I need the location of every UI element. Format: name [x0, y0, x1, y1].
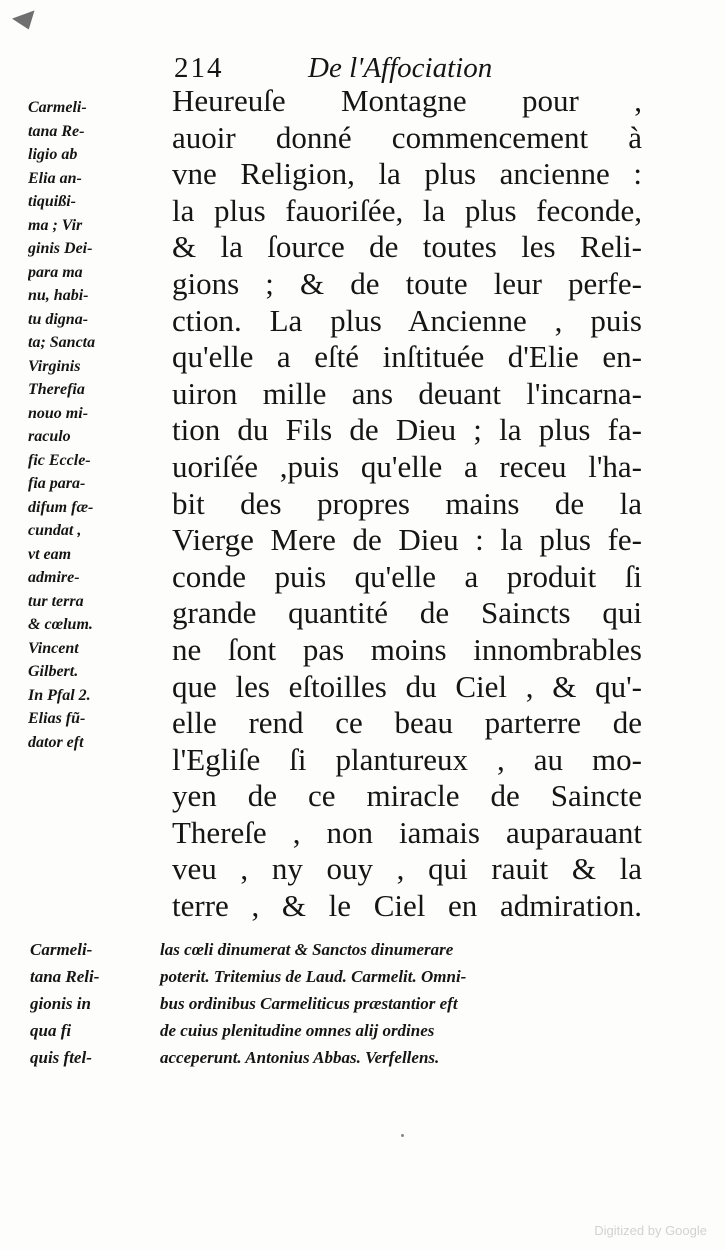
- footnote-text: acceperunt. Antonius Abbas. Verfellens.: [160, 1048, 440, 1067]
- margin-note-line: & cœlum.: [28, 616, 93, 633]
- margin-note-line: fia para-: [28, 475, 86, 492]
- margin-note-line: tiquißi-: [28, 193, 77, 210]
- body-text-line: que les eſtoilles du Ciel , & qu'-: [172, 668, 642, 704]
- margin-note-line: raculo: [28, 428, 71, 445]
- body-text-line: qu'elle a eſté inſtituée d'Elie en-: [172, 339, 642, 375]
- margin-note-line: nu, habi-: [28, 287, 89, 304]
- margin-note-line: fic Eccle-: [28, 451, 91, 469]
- body-text-line: ction. La plus Ancienne , puis: [172, 302, 642, 338]
- body-text-line: veu , ny ouy , qui rauit & la: [172, 851, 642, 887]
- footnote-margin-text: quis ftel-: [30, 1048, 92, 1067]
- margin-note-line: tana Re-: [28, 122, 85, 140]
- body-text-line: auoir donné commencement à: [172, 119, 642, 155]
- body-text-line: l'Egliſe ſi plantureux , au mo-: [172, 741, 642, 777]
- footnote-line: [30, 1044, 645, 1071]
- body-text-line: Thereſe , non iamais auparauant: [172, 814, 642, 850]
- margin-note-line: ligio ab: [28, 146, 78, 163]
- footnote-line: [30, 1017, 645, 1044]
- margin-note-line: Virginis: [28, 357, 81, 375]
- ink-speck: [401, 1134, 404, 1137]
- body-text-line: elle rend ce beau parterre de: [172, 705, 642, 741]
- body-text-line: la plus fauoriſée, la plus feconde,: [172, 192, 642, 228]
- body-text-line: uoriſée ,puis qu'elle a receu l'ha-: [172, 448, 642, 484]
- margin-note-line: vt eam: [28, 545, 72, 563]
- body-text-line: & la ſource de toutes les Reli-: [172, 229, 642, 265]
- margin-notes: [28, 96, 168, 754]
- margin-note-line: cundat ,: [28, 522, 82, 539]
- footnote-line: [30, 990, 645, 1017]
- body-text-line: ne ſont pas moins innombrables: [172, 631, 642, 667]
- margin-note-line: admire-: [28, 569, 80, 586]
- page-number: 214: [174, 52, 224, 84]
- body-text-line: bit des propres mains de la: [172, 485, 642, 521]
- corner-ink-mark: [12, 10, 40, 33]
- margin-note-line: ginis Dei-: [28, 240, 93, 257]
- footnote-margin-text: gionis in: [30, 994, 91, 1013]
- footnote-text: bus ordinibus Carmeliticus præstantior eft: [160, 994, 458, 1013]
- margin-note-line: Therefia: [28, 381, 85, 398]
- body-text-line: vne Religion, la plus ancienne :: [172, 156, 642, 192]
- margin-note-line: Carmeli-: [28, 99, 87, 116]
- footnote-text: poterit. Tritemius de Laud. Carmelit. Omni-: [160, 967, 467, 986]
- body-text-line: gions ; & de toute leur perfe-: [172, 265, 642, 301]
- body-text-line: conde puis qu'elle a produit ſi: [172, 558, 642, 594]
- running-title: De l'Affociation: [308, 52, 493, 84]
- footnote-text: las cœli dinumerat & Sanctos dinumerare: [160, 940, 454, 959]
- margin-note-line: Vincent: [28, 639, 79, 657]
- margin-note-line: para ma: [28, 263, 83, 281]
- margin-note-line: tur terra: [28, 592, 84, 610]
- body-text-line: yen de ce miracle de Saincte: [172, 778, 642, 814]
- body-text: [172, 83, 642, 925]
- body-text-line: Vierge Mere de Dieu : la plus fe-: [172, 522, 642, 558]
- margin-note-line: nouo mi-: [28, 404, 89, 422]
- footnote-margin-text: tana Reli-: [30, 967, 100, 986]
- margin-note-line: In Pfal 2.: [28, 686, 91, 704]
- margin-note-line: difum fæ-: [28, 498, 94, 516]
- body-text-line: grande quantité de Saincts qui: [172, 595, 642, 631]
- footnote-line: [30, 936, 645, 963]
- body-text-line: uiron mille ans deuant l'incarna-: [172, 375, 642, 411]
- footnote-margin-text: Carmeli-: [30, 940, 93, 959]
- margin-note-line: Gilbert.: [28, 663, 79, 680]
- body-text-line: tion du Fils de Dieu ; la plus fa-: [172, 412, 642, 448]
- body-text-line: Heureuſe Montagne pour ,: [172, 83, 642, 118]
- margin-note-line: Elia an-: [28, 169, 82, 187]
- margin-note-line: tu digna-: [28, 310, 89, 328]
- margin-note-line: dator eft: [28, 733, 84, 751]
- footnote: [30, 936, 645, 1071]
- footnote-text: de cuius plenitudine omnes alij ordines: [160, 1021, 435, 1040]
- footnote-line: [30, 963, 645, 990]
- margin-note-line: ta; Sancta: [28, 334, 96, 351]
- footnote-margin-text: qua fi: [30, 1021, 72, 1040]
- margin-note-line: Elias fũ-: [28, 710, 86, 727]
- body-text-line: terre , & le Ciel en admiration.: [172, 888, 642, 924]
- margin-note-line: ma ; Vir: [28, 216, 83, 234]
- watermark: Digitized by Google: [594, 1223, 707, 1238]
